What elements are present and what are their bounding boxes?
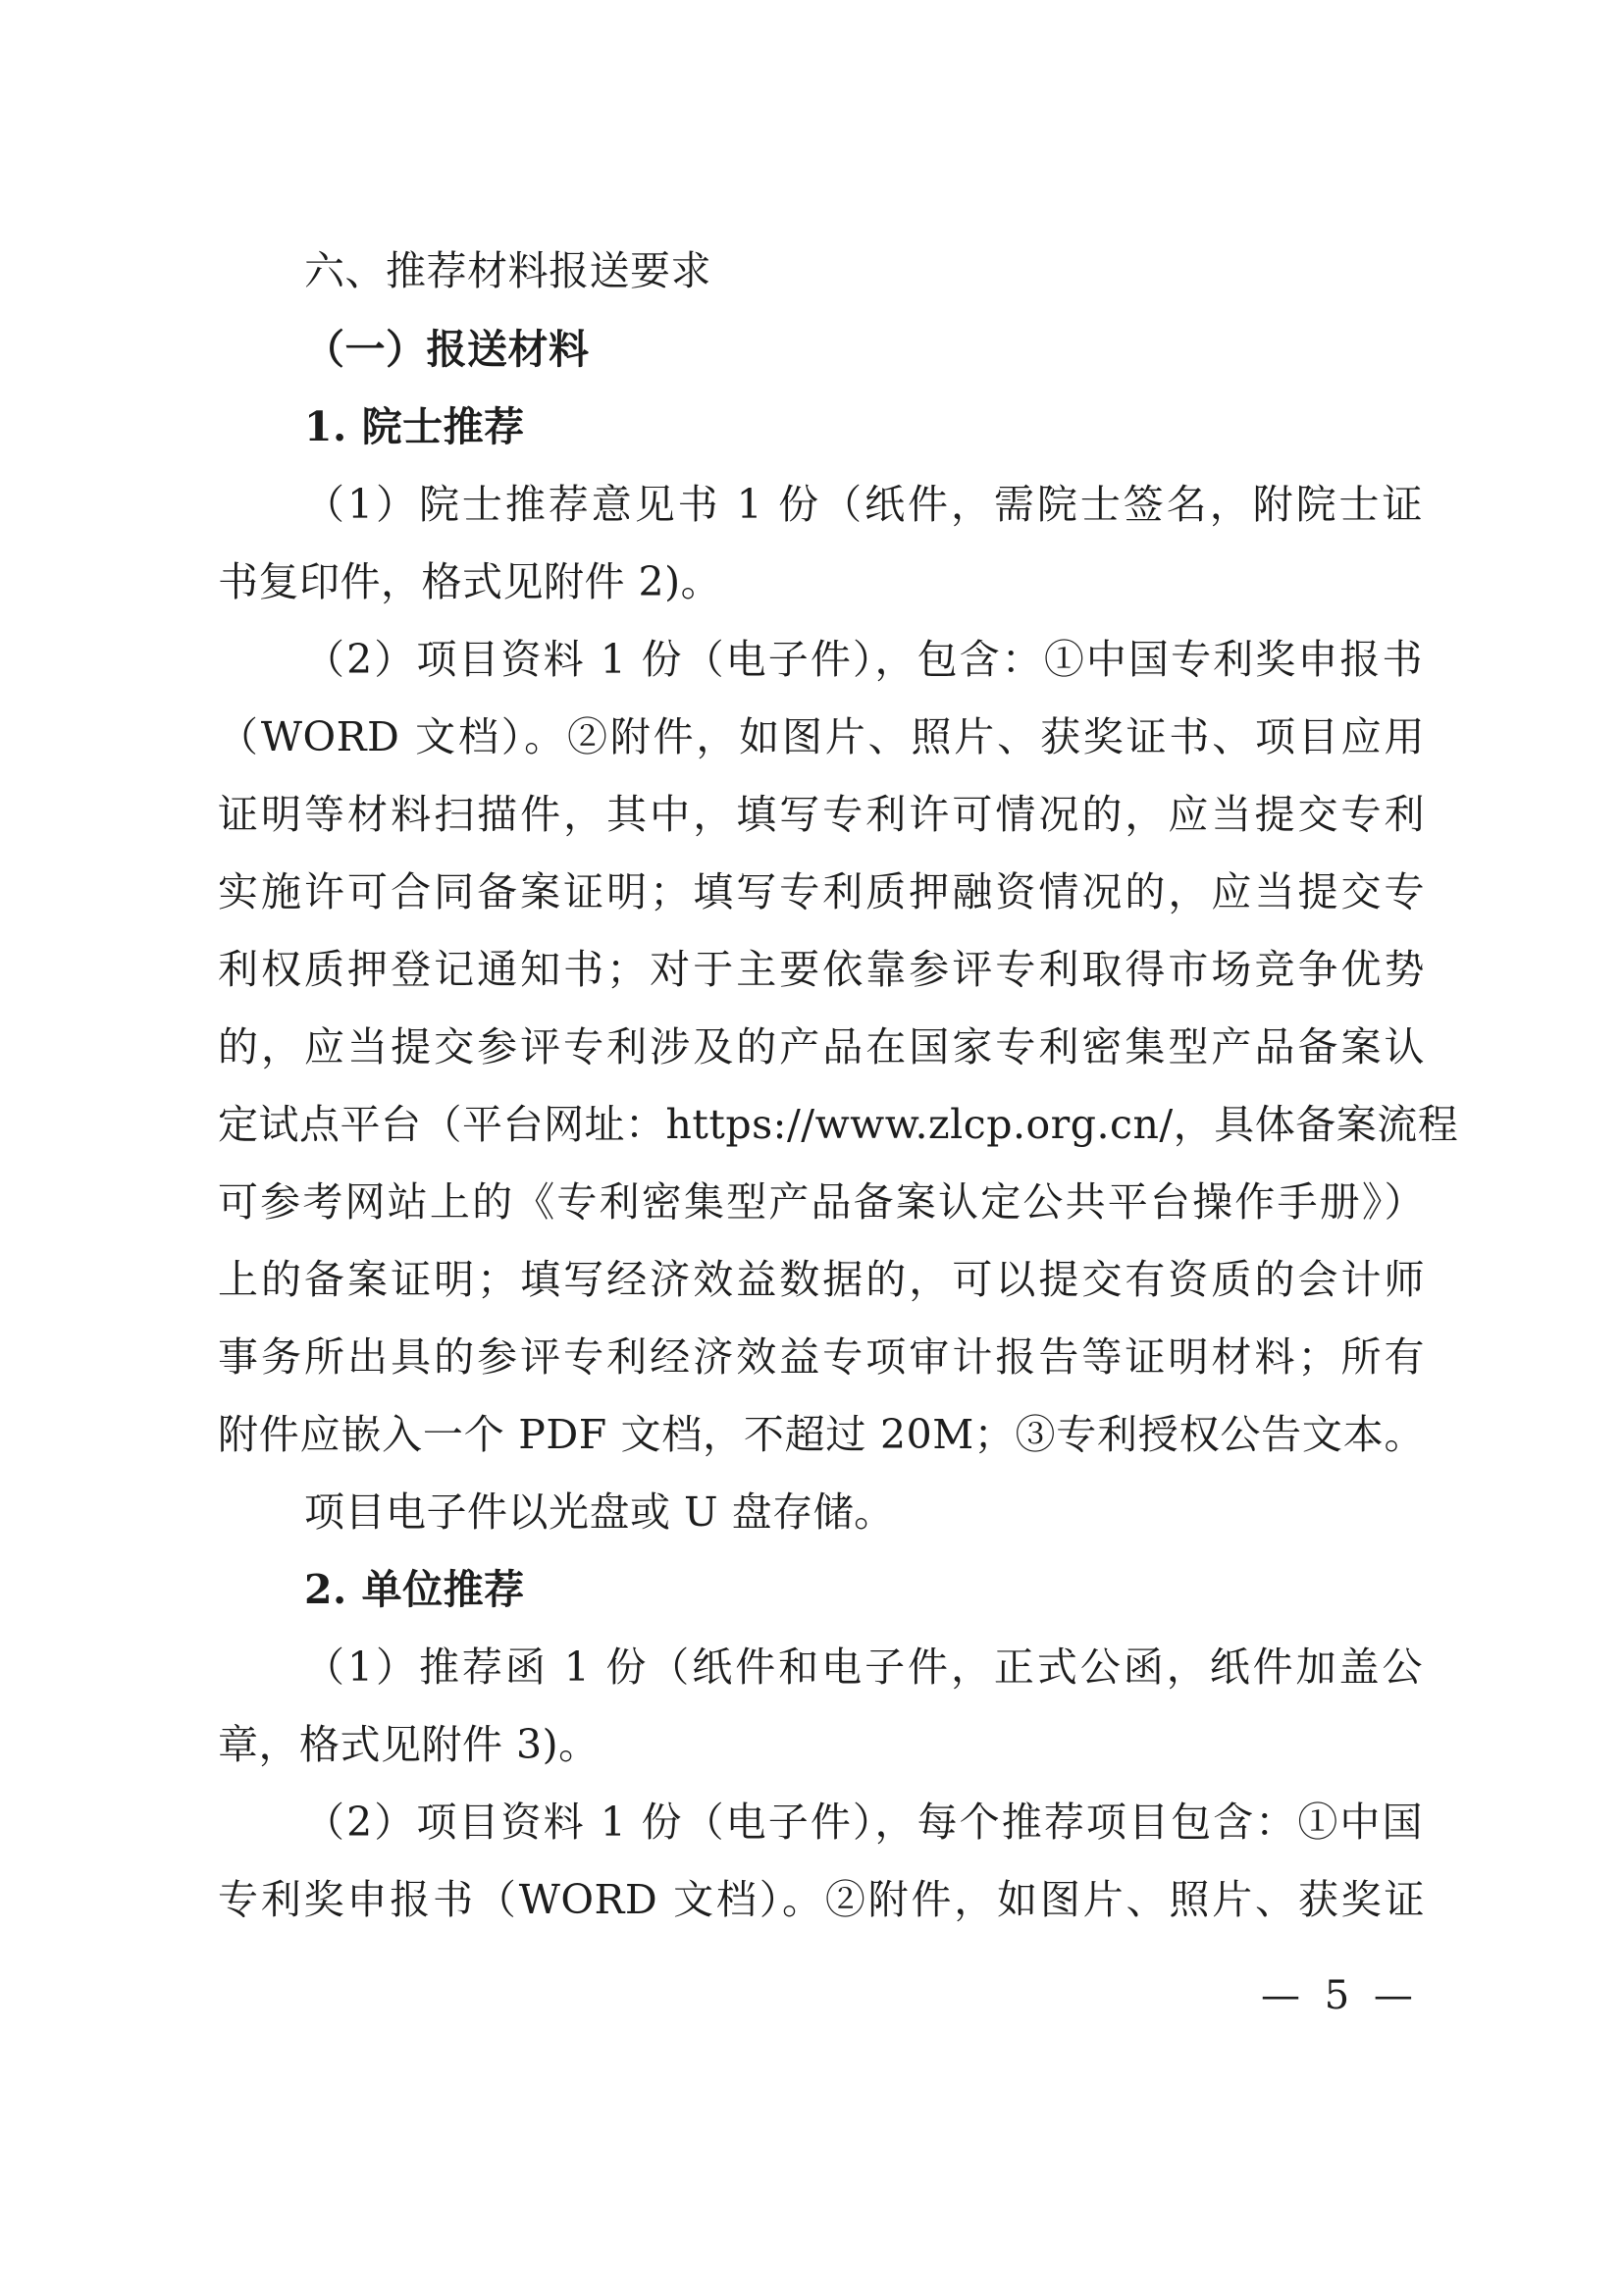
paragraph-line: 附件应嵌入一个 PDF 文档，不超过 20M；③专利授权公告文本。 (218, 1411, 1425, 1458)
paragraph-line: 专利奖申报书（WORD 文档）。②附件，如图片、照片、获奖证 (218, 1876, 1425, 1923)
paragraph-line: 可参考网站上的《专利密集型产品备案认定公共平台操作手册》） (218, 1178, 1425, 1226)
paragraph-line: 实施许可合同备案证明；填写专利质押融资情况的，应当提交专 (218, 868, 1425, 915)
subsection-heading: （一）报送材料 (304, 326, 590, 373)
paragraph-line: 章，格式见附件 3)。 (218, 1721, 600, 1768)
paragraph-line: （1）院士推荐意见书 1 份（纸件，需院士签名，附院士证 (304, 481, 1423, 528)
paragraph-line: （2）项目资料 1 份（电子件），每个推荐项目包含：①中国 (304, 1799, 1423, 1846)
paragraph-line: 证明等材料扫描件，其中，填写专利许可情况的，应当提交专利 (218, 791, 1425, 838)
page-number: — 5 — (1261, 1973, 1419, 2018)
part2-heading: 2. 单位推荐 (304, 1566, 525, 1613)
paragraph-line: 上的备案证明；填写经济效益数据的，可以提交有资质的会计师 (218, 1256, 1425, 1303)
paragraph-line: 事务所出具的参评专利经济效益专项审计报告等证明材料；所有 (218, 1333, 1425, 1381)
paragraph-line: （WORD 文档）。②附件，如图片、照片、获奖证书、项目应用 (218, 713, 1425, 760)
paragraph-line: 利权质押登记通知书；对于主要依靠参评专利取得市场竞争优势 (218, 946, 1425, 993)
paragraph-line: 书复印件，格式见附件 2)。 (218, 558, 722, 605)
paragraph-line: 定试点平台（平台网址：https://www.zlcp.org.cn/，具体备案流程 (218, 1101, 1459, 1148)
paragraph-line: 的，应当提交参评专利涉及的产品在国家专利密集型产品备案认 (218, 1023, 1425, 1070)
paragraph-line: （2）项目资料 1 份（电子件），包含：①中国专利奖申报书 (304, 636, 1423, 683)
paragraph-line: （1）推荐函 1 份（纸件和电子件，正式公函，纸件加盖公 (304, 1644, 1423, 1691)
storage-note: 项目电子件以光盘或 U 盘存储。 (304, 1488, 895, 1536)
section-heading: 六、推荐材料报送要求 (304, 247, 711, 294)
part1-heading: 1. 院士推荐 (304, 403, 525, 450)
